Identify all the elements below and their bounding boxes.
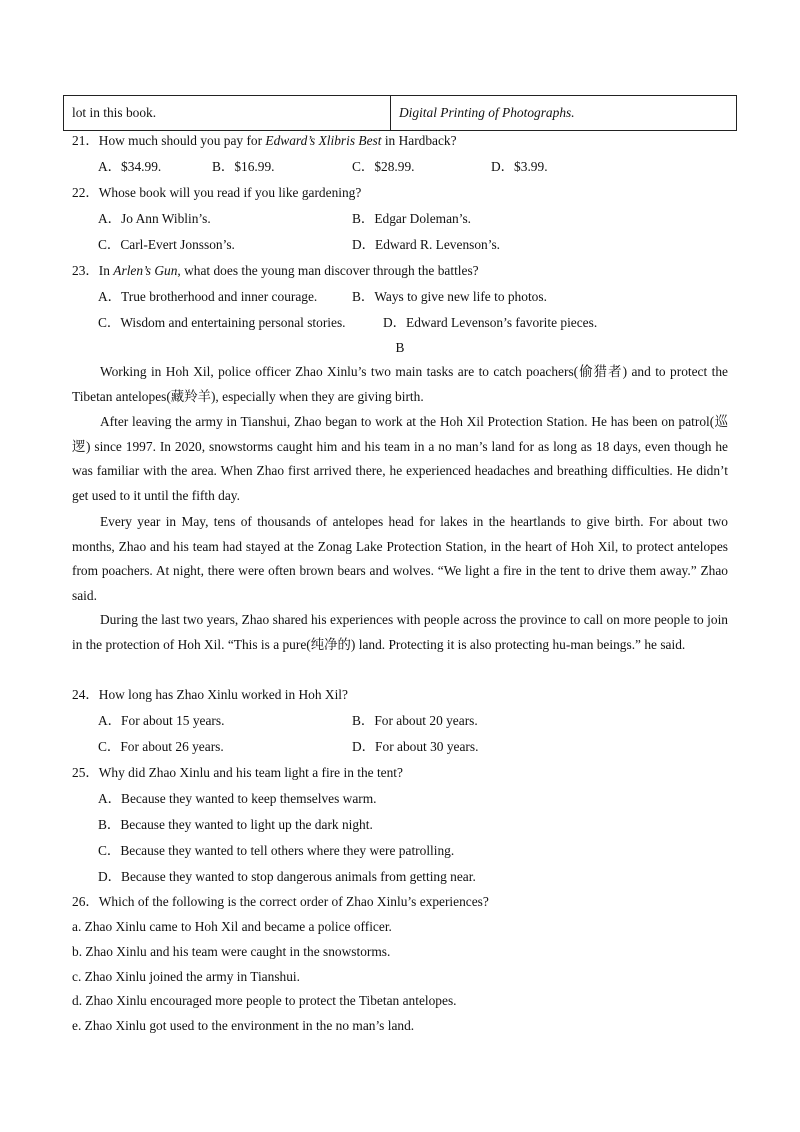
q24-option-c: C．For about 26 years.: [98, 739, 224, 754]
q26-item-c: c. Zhao Xinlu joined the army in Tianshui.: [72, 969, 300, 984]
passage-paragraph-4: During the last two years, Zhao shared his experiences with people across the province to call on more people to join in the protection of Hoh Xil. “This is a pure(纯净的) land. Protecting it is also protecting hu-man beings.” he said.: [72, 612, 728, 652]
q22-option-d: D．Edward R. Levenson’s.: [352, 237, 501, 252]
q21-option-b: B．$16.99.: [212, 159, 275, 174]
question-23: 23．In Arlen’s Gun, what does the young man discover through the battles?: [72, 263, 479, 278]
q25-option-a: A．Because they wanted to keep themselves warm.: [98, 791, 377, 806]
book-title: Arlen’s Gun: [113, 263, 178, 278]
q26-item-d: d. Zhao Xinlu encouraged more people to protect the Tibetan antelopes.: [72, 993, 457, 1008]
q22-option-c: C．Carl-Evert Jonsson’s.: [98, 237, 235, 252]
q23-option-b: B．Ways to give new life to photos.: [352, 289, 547, 304]
q21-option-a: A．$34.99.: [98, 159, 162, 174]
section-heading-b: B: [395, 340, 405, 355]
q25-option-c: C．Because they wanted to tell others where they were patrolling.: [98, 843, 455, 858]
table-cell-right: Digital Printing of Photographs.: [391, 96, 737, 131]
q26-item-b: b. Zhao Xinlu and his team were caught in the snowstorms.: [72, 944, 391, 959]
q21-option-d: D．$3.99.: [491, 159, 548, 174]
q23-option-d: D．Edward Levenson’s favorite pieces.: [383, 315, 598, 330]
q21-option-c: C．$28.99.: [352, 159, 415, 174]
question-21: 21．How much should you pay for Edward’s Xlibris Best in Hardback?: [72, 133, 457, 148]
question-26: 26．Which of the following is the correct order of Zhao Xinlu’s experiences?: [72, 894, 489, 909]
question-22: 22．Whose book will you read if you like gardening?: [72, 185, 362, 200]
q25-option-b: B．Because they wanted to light up the dark night.: [98, 817, 373, 832]
book-title: Edward’s Xlibris Best: [265, 133, 382, 148]
q24-option-d: D．For about 30 years.: [352, 739, 479, 754]
q26-item-a: a. Zhao Xinlu came to Hoh Xil and became a police officer.: [72, 919, 392, 934]
q22-option-a: A．Jo Ann Wiblin’s.: [98, 211, 211, 226]
passage-paragraph-2: After leaving the army in Tianshui, Zhao began to work at the Hoh Xil Protection Station. He has been on patrol(巡逻) since 1997. In 2020, snowstorms caught him and his team in a no man’s land for as long as 18 days, even though he was familiar with the area. When Zhao first arrived there, he experienced headaches and breathing difficulties. He didn’t get used to it until the fifth day.: [72, 414, 728, 503]
q24-option-b: B．For about 20 years.: [352, 713, 478, 728]
passage-paragraph-1: Working in Hoh Xil, police officer Zhao Xinlu’s two main tasks are to catch poachers(偷猎者) and to protect the Tibetan antelopes(藏羚羊), especially when they are giving birth.: [72, 364, 728, 404]
q25-option-d: D．Because they wanted to stop dangerous animals from getting near.: [98, 869, 476, 884]
question-25: 25．Why did Zhao Xinlu and his team light a fire in the tent?: [72, 765, 403, 780]
q26-item-e: e. Zhao Xinlu got used to the environment in the no man’s land.: [72, 1018, 415, 1033]
q23-option-a: A．True brotherhood and inner courage.: [98, 289, 318, 304]
passage-paragraph-3: Every year in May, tens of thousands of antelopes head for lakes in the heartlands to give birth. For about two months, Zhao and his team had stayed at the Zonag Lake Protection Station, in the heart of Hoh Xil, to protect antelopes from poachers. At night, there were often brown bears and wolves. “We light a fire in the tent to drive them away.” Zhao said.: [72, 514, 728, 603]
q24-option-a: A．For about 15 years.: [98, 713, 225, 728]
q23-option-c: C．Wisdom and entertaining personal stories.: [98, 315, 346, 330]
q22-option-b: B．Edgar Doleman’s.: [352, 211, 472, 226]
table-cell-left: lot in this book.: [64, 96, 391, 131]
book-table-row: [63, 95, 737, 131]
question-24: 24．How long has Zhao Xinlu worked in Hoh Xil?: [72, 687, 348, 702]
